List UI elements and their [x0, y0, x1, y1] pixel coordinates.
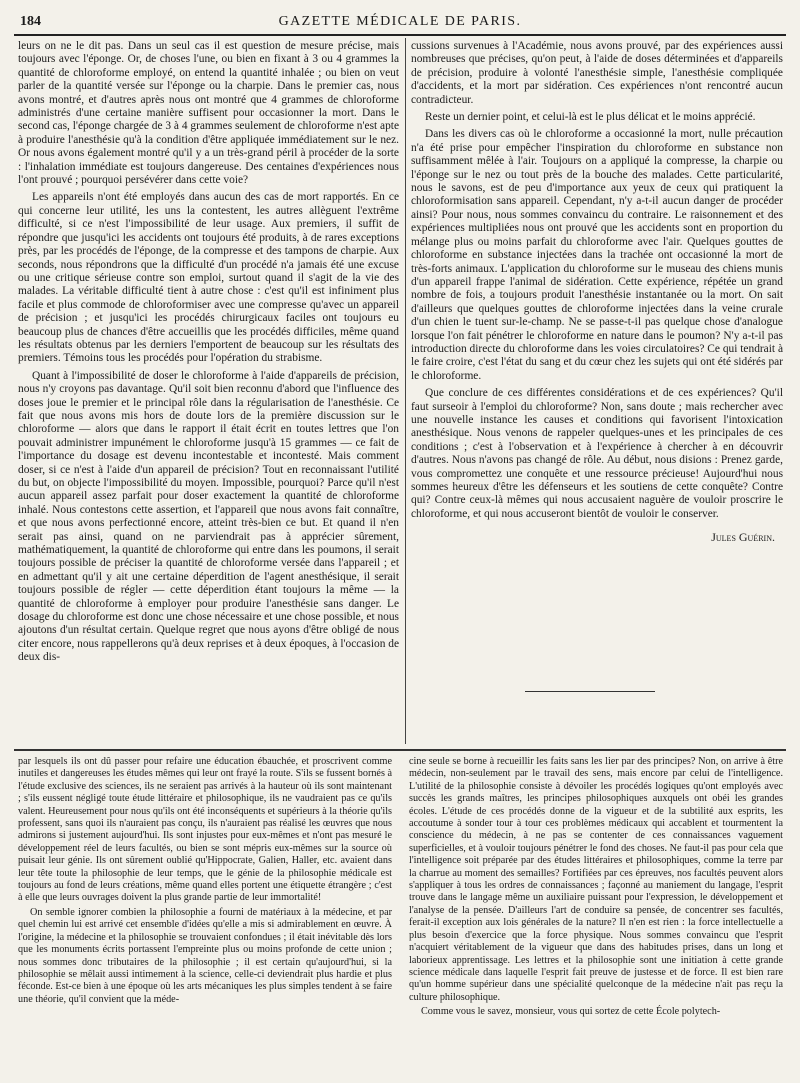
- page-number: 184: [20, 14, 41, 29]
- right-column: [411, 40, 783, 660]
- paragraph: Quant à l'impossibilité de doser le chloroforme à l'aide d'appareils de précision, nous n'y croyons pas davantage. Qu'il soit bien reconnu d'abord que l'influence des doses joue le premier et le principal rôle dans la régularisation de l'anesthésie. Ce fait que nous avons mis hors de doute lors de la première discussion sur le chloroforme — alors que dans le rapport il était écrit en toutes lettres que l'on pouvait administrer impunément le chloroforme jusqu'à 15 grammes — ce fait de l'importance du dosage est devenu incontestable et incontesté. Mais comment doser, si ce n'est à l'aide d'un appareil de précision? Tout en reconnaissant l'utilité du but, on objecte l'impossibilité du moyen. Impossible, pourquoi? Parce qu'il n'est aucun appareil assez parfait pour doser exactement la quantité de chloroforme inhalé. Nous contestons cette assertion, et l'appareil que nous avons fait connaître, et que nous avons perfectionné encore, atteint très-bien ce but. Et quand il n'en serait pas ainsi, quand on ne parviendrait pas à apprécier sûrement, mathématiquement, la quantité de chloroforme qui entre dans les poumons, il serait toujours possible de préciser la quantité de chloroforme versée dans l'appareil ; et en admettant qu'il y ait une certaine déperdition de l'agent anesthésique, il serait toujours possible de régler — cette déperdition étant toujours la même — la quantité de chloroforme à employer pour produire l'anesthésie sans danger. Le dosage du chloroforme est donc une chose nécessaire et une chose possible, et nous ajoutons d'un résultat certain. Quelque regret que nous ayons d'être obligé de nous citer encore, nous rappellerons qu'à deux reprises et à deux époques, à l'occasion de deux dis-: [18, 369, 399, 664]
- paragraph: Que conclure de ces différentes considérations et de ces expériences? Qu'il faut surseoir à l'emploi du chloroforme? Non, sans doute ; mais rechercher avec une nouvelle instance les causes et conditions qui favorisent l'intoxication anesthésique. Nous venons de rappeler quelques-unes et les principales de ces conditions ; c'est à l'observation et à l'expérience à chercher à en découvrir d'autres. Nous n'avons pas changé de rôle. Au début, nous disions : Prenez garde, vous compromettez une conquête et une ressource précieuse! Aujourd'hui nous sommes heureux d'être les défenseurs et les soutiens de cette conquête? Contre qui? Contre ceux-là mêmes qui nous accusaient naguère de vouloir proscrire le chloroforme, et qui nous accuseront bientôt de vouloir le conserver.: [411, 387, 783, 520]
- feuilleton-right-column: [409, 756, 783, 1078]
- paragraph: par lesquels ils ont dû passer pour refaire une éducation ébauchée, et proscrivent comme inutiles et dangereuses les études mêmes qui leur ont frayé la route. S'ils se fussent bornés à l'étude exclusive des sciences, ils ne seraient pas arrivés à la hauteur où ils sont maintenant ; s'ils eussent négligé toute étude littéraire et philosophique, ils ne vaudraient pas ce qu'ils valent. Heureusement pour nous qu'ils ont été inconséquents et supérieurs à la théorie qu'ils professent, sans quoi ils n'auraient pas conçu, ils n'auraient pas réalisé les œuvres que nous admirons si justement aujourd'hui. Ils sont injustes pour eux-mêmes et n'ont pas mesuré le développement réel de leurs facultés, ou bien se sont mépris eux-mêmes sur la source où puisait leur génie. Ils ont sûrement oublié qu'Hippocrate, Galien, Haller, etc. avaient dans leur tête toute la philosophie de leur temps, que le génie de la philosophie médicale est toujours au fond de leurs créations, même quand elles portent une étiquette étrangère ; c'est à elle que leurs ouvrages doivent la plus grande partie de leur immortalité!: [18, 756, 392, 904]
- paragraph: cussions survenues à l'Académie, nous avons prouvé, par des expériences aussi nombreuses que précises, qu'on peut, à l'aide de doses déterminées et d'appareils de précision, produire à volonté l'anesthésie simple, l'anesthésie compliquée d'accidents, et la mort par sidération. Ces expériences n'ont rencontré aucun contradicteur.: [411, 40, 783, 106]
- feuilleton-left-column: [18, 756, 392, 1078]
- paragraph: Comme vous le savez, monsieur, vous qui sortez de cette École polytech-: [421, 1006, 721, 1018]
- paragraph: On semble ignorer combien la philosophie a fourni de matériaux à la médecine, et par quel chemin lui est arrivé cet ensemble d'idées qu'elle a mis si admirablement en œuvre. À l'origine, la médecine et la philosophie se trouvaient confondues ; il était inévitable dès lors que les monuments écrits portassent l'empreinte plus ou moins profonde de cette union ; nous sommes donc tributaires de la philosophie ; il est certain qu'aujourd'hui, si la philosophie se mêlait aussi intimement à la science, celle-ci deviendrait plus hardie et plus féconde. Est-ce bien à une époque où les arts mécaniques les plus simples tendent à se faire une théorie, qu'il convient que la méde-: [18, 906, 392, 1005]
- left-column: [18, 40, 399, 744]
- paragraph: Dans les divers cas où le chloroforme a occasionné la mort, nulle précaution n'a été prise pour empêcher l'inspiration du chloroforme en substance non suffisamment mêlée à l'air. Toujours on a appliqué la compresse, la charpie ou l'éponge sur le nez ou tout près de la bouche des malades. Cette particularité, nous le savons, est de peu d'importance aux yeux de ceux qui pratiquent la chloroformisation sans appareil. Cependant, n'y a-t-il aucun danger de procéder ainsi? Pour nous, nous sommes convaincu du contraire. Le raisonnement et des expériences multipliées nous ont prouvé que les accidents sont en proportion du mélange plus ou moins parfait du chloroforme avec l'air. Quelques gouttes de chloroforme en substance injectées dans la trachée ont occasionné la mort de très-forts animaux. L'application du chloroforme sur le museau des chiens munis d'un appareil frappe l'animal de sidération. Cette expérience, répétée un grand nombre de fois, a toujours produit l'anesthésie instantanée ou la mort. On sait d'ailleurs que quelques gouttes de chloroforme injectées dans la veine crurale d'un chien le tuent sur-le-champ. Ne se passe-t-il pas quelque chose d'analogue lorsque l'on fait pénétrer le chloroforme en nature dans le poumon? N'y a-t-il pas introduction directe du chloroforme dans les voies circulatoires? Ce qui tendrait à le faire croire, c'est l'état du sang et du cœur chez les sujets qui ont été sidérés par le chloroforme.: [411, 128, 783, 382]
- column-divider: [405, 38, 406, 744]
- author-signature: Jules Guérin.: [711, 530, 775, 545]
- journal-title: GAZETTE MÉDICALE DE PARIS.: [278, 14, 522, 29]
- feuilleton-rule: [14, 749, 786, 751]
- paragraph: cine seule se borne à recueillir les faits sans les lier par des principes? Non, on arrive à être médecin, non-seulement par le travail des sens, mais encore par celui de l'intelligence. L'utilité de la philosophie consiste à dévoiler les procédés logiques qu'ont employés avec succès les grands maîtres, les principes philosophiques auxquels ont obéi les grandes écoles. L'étude de ces procédés donne de la vigueur et de la subtilité aux esprits, les accoutume à sonder tour à tour ces problèmes médicaux qui accablent et tourmentent la conscience du médecin, à ne pas se contenter de ces connaissances vaguement superficielles, et à vouloir toujours pénétrer le fond des choses. Ne faut-il pas pour cela que l'intelligence soit préparée par des études littéraires et philosophiques, comme la terre par la charrue au moment des semailles? Fortifiées par ces épreuves, nos facultés peuvent alors s'appliquer à tous les ordres de connaissances ; façonné au maniement du langage, l'esprit trouve dans le langage même un auxiliaire puissant pour l'expression, le développement et l'analyse de la pensée. D'ailleurs l'art de conduire sa pensée, de concentrer ses facultés, ferait-il exception aux lois générales de la nature? Il n'en est rien : la force intellectuelle a plus besoin d'exercice que la force physique. Nous sommes convaincu que l'esprit n'acquiert véritablement de la vigueur que dans des habitudes prises, dans un long et laborieux apprentissage. Les lettres et la philosophie sont une initiation à cette grande science médicale dans laquelle l'esprit fait preuve de justesse et de force. Il est bien rare qu'un homme supérieur dans une spécialité quelconque de la médecine n'ait pas reçu la culture philosophique.: [409, 756, 783, 1003]
- paragraph: Reste un dernier point, et celui-là est le plus délicat et le moins apprécié.: [425, 111, 756, 124]
- paragraph: leurs on ne le dit pas. Dans un seul cas il est question de mesure précise, mais toujours avec l'éponge. Or, de choses l'une, ou bien en fixant à 3 ou 4 grammes la quantité de chloroforme employé, on entend la quantité inhalée ; ou bien on veut parler de la quantité versée sur l'éponge ou la charpie. Dans le premier cas, nous avons montré, et d'autres après nous ont montré que 4 grammes de chloroforme administrés d'une certaine manière suffisent pour occasionner la mort. Dans le second cas, l'éponge chargée de 3 à 4 grammes seulement de chloroforme n'est apte à produire l'anesthésie qu'à la condition d'être appliquée immédiatement sur le nez. Or nous avons également montré qu'il y a un très-grand péril à procéder de la sorte : l'inhalation immédiate est toujours dangereuse. Des centaines d'expériences nous l'ont prouvé ; pourquoi persévérer dans cette voie?: [18, 40, 399, 187]
- paragraph: Les appareils n'ont été employés dans aucun des cas de mort rapportés. En ce qui concerne leur utilité, les uns la contestent, les autres allèguent l'extrême difficulté, si ce n'est l'impossibilité de leur usage. Aux premiers, il suffit de répondre que jusqu'ici les accidents ont toujours été produits, à de rares exceptions près, par les procédés de l'éponge, de la compresse et des tampons de charpie. Aux seconds, nous répondrons que la difficulté d'un procédé n'a jamais été une excuse ou une critique sérieuse contre son emploi, surtout quand il s'agit de la vie des malades. La véritable difficulté tient à autre chose : c'est qu'il est infiniment plus facile et plus commode de chloroformiser avec une compresse qu'avec un appareil de précision ; et jusqu'ici les procédés chirurgicaux faciles ont toujours eu beaucoup plus de chances d'être accueillis que les procédés difficiles, même quand les résultats obtenus par les derniers l'emportent de beaucoup sur les résultats des premiers. Témoins tous les procédés pour l'opération du strabisme.: [18, 191, 399, 365]
- section-separator: [525, 691, 655, 692]
- page-header: [14, 10, 786, 36]
